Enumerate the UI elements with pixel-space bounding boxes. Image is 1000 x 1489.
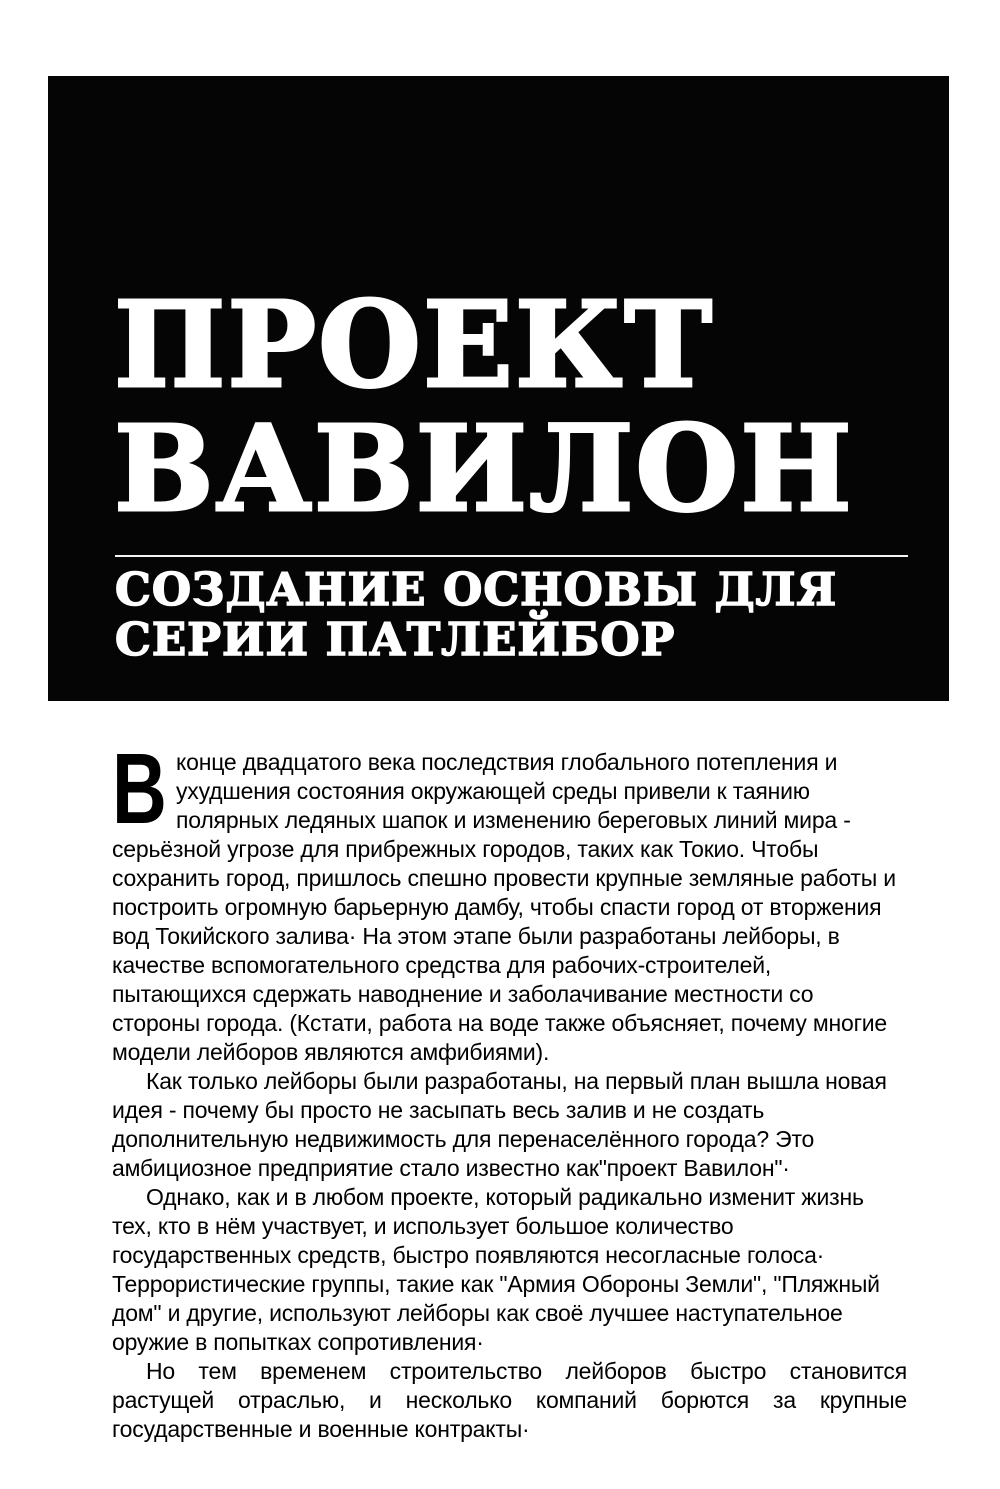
paragraph [112, 1183, 907, 1357]
hero-panel [48, 76, 949, 701]
paragraph [112, 1357, 907, 1444]
page-subtitle-line-2: СЕРИИ ПАТЛЕЙБОР [115, 613, 676, 666]
paragraph-text: Как только лейборы были разработаны, на первый план вышла новая идея - почему бы просто не засыпать весь залив и не создать дополнительную недвижимость для перенаселённого города? Это амбициозное предприятие стало известно как"проект Вавилон"· [112, 1068, 887, 1181]
drop-cap: В [112, 733, 167, 845]
title-divider [115, 555, 908, 557]
paragraph-text: конце двадцатого века последствия глобального потепления и ухудшения состояния окружающей среды привели к таянию полярных ледяных шапок и изменению береговых линий мира - серьёзной угрозе для прибрежных городов, таких как Токио. Чтобы сохранить город, пришлось спешно провести крупные земляные работы и построить огромную барьерную дамбу, чтобы спасти город от вторжения вод Токийского залива· На этом этапе были разработаны лейборы, в качестве вспомогательного средства для рабочих-строителей, пытающихся сдержать наводнение и заболачивание местности со стороны города. (Кстати, работа на воде также объясняет, почему многие модели лейборов являются амфибиями). [112, 749, 896, 1065]
paragraph-text: Однако, как и в любом проекте, который радикально изменит жизнь тех, кто в нём участвует, и использует большое количество государственных средств, быстро появляются несогласные голоса· Террористические группы, такие как "Армия Обороны Земли", "Пляжный дом" и другие, используют лейборы как своё лучшее наступательное оружие в попытках сопротивления· [112, 1184, 880, 1355]
page-subtitle [115, 565, 837, 665]
paragraph [112, 733, 907, 1067]
page-subtitle-line-1: СОЗДАНИЕ ОСНОВЫ ДЛЯ [115, 563, 838, 616]
article-body [112, 733, 907, 1444]
paragraph-text: Но тем временем строительство лейборов быстро становится растущей отраслью, и несколько компаний борются за крупные государственные и военные контракты· [112, 1358, 907, 1442]
paragraph [112, 1067, 907, 1183]
page-title-line-1: ПРОЕКТ [114, 275, 715, 414]
page-title-line-2: ВАВИЛОН [114, 399, 854, 538]
page-title [114, 275, 854, 538]
